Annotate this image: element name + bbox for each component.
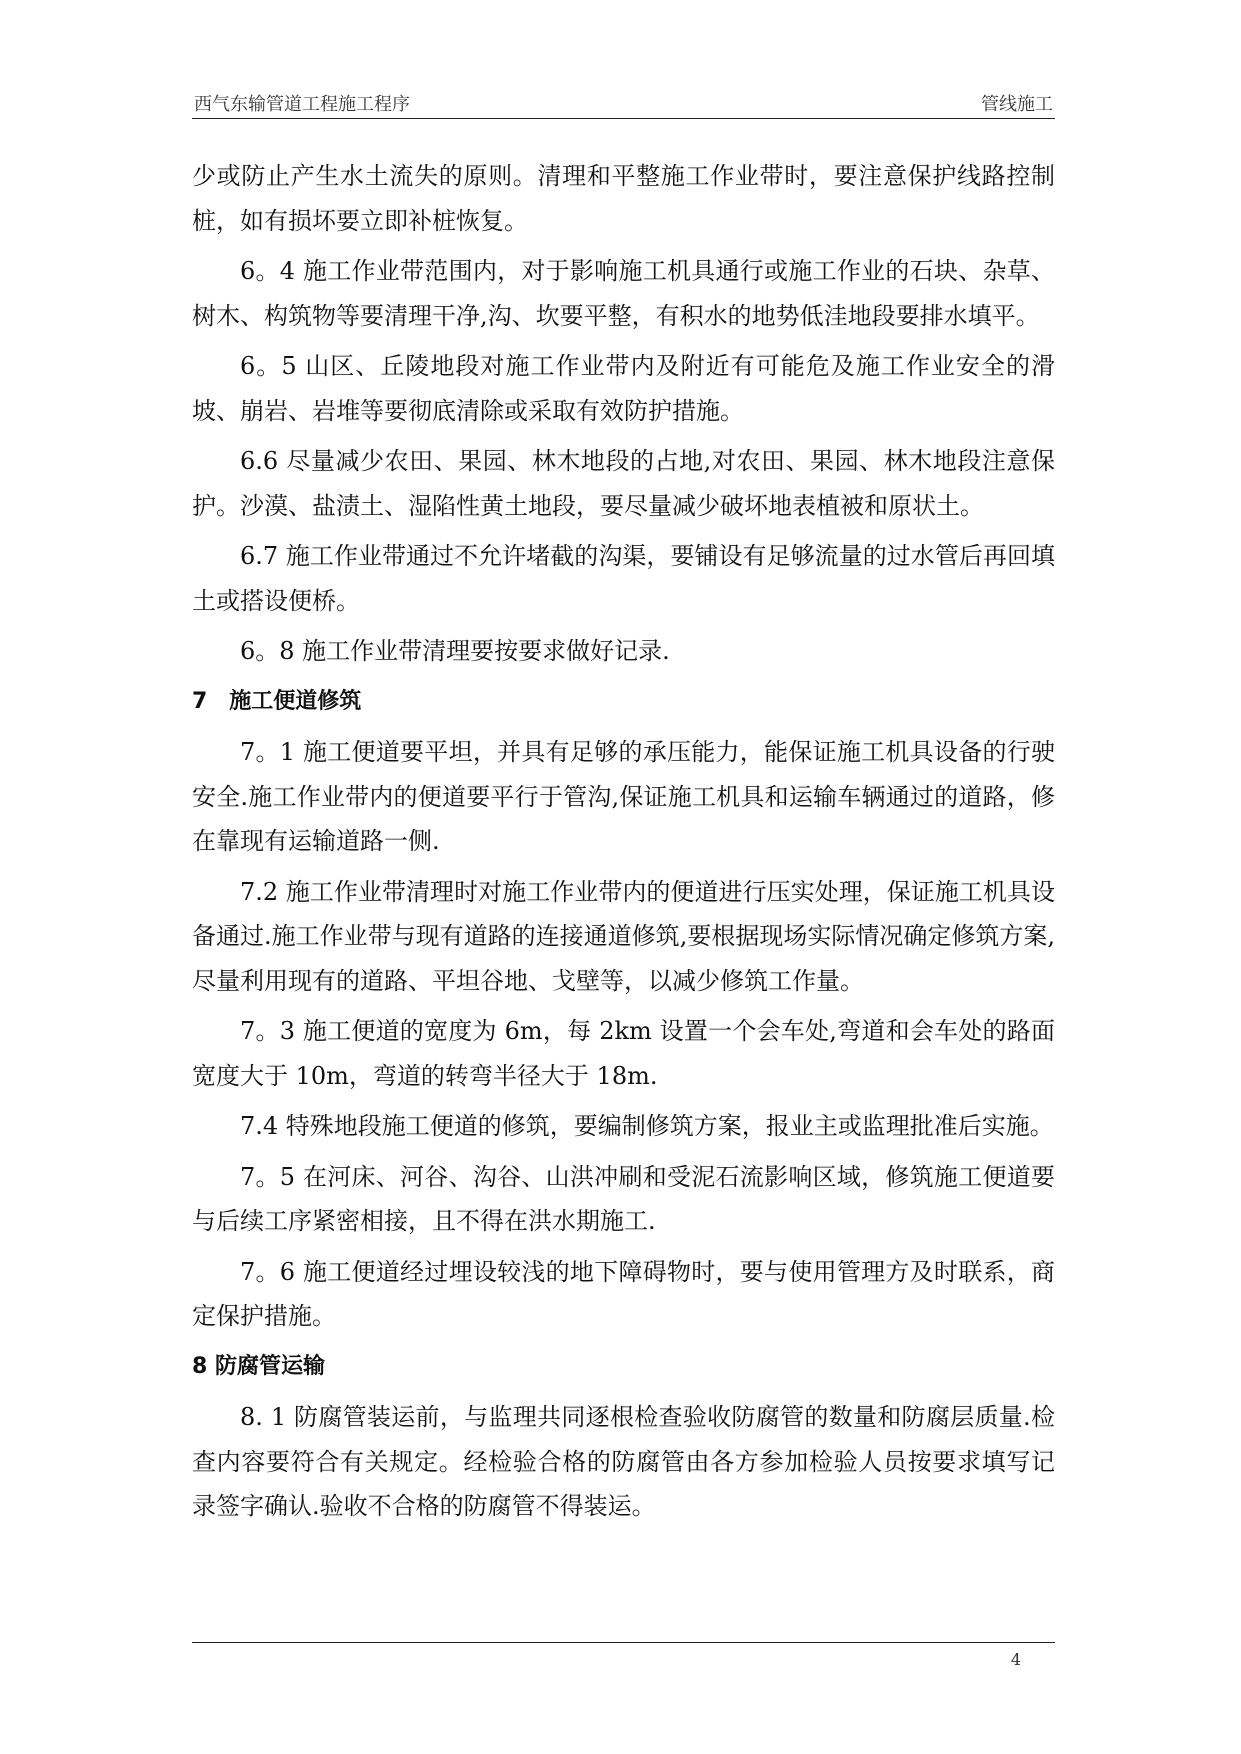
paragraph: 少或防止产生水土流失的原则。清理和平整施工作业带时，要注意保护线路控制桩，如有损坏要立即补桩恢复。: [192, 162, 1055, 235]
paragraph: 6.7 施工作业带通过不允许堵截的沟渠，要铺设有足够流量的过水管后再回填土或搭设便桥。: [192, 542, 1055, 615]
paragraph: 6。8 施工作业带清理要按要求做好记录.: [240, 637, 670, 665]
paragraph: 8. 1 防腐管装运前，与监理共同逐根检查验收防腐管的数量和防腐层质量.检查内容要符合有关规定。经检验合格的防腐管由各方参加检验人员按要求填写记录签字确认.验收不合格的防腐管不得装运。: [192, 1403, 1055, 1520]
page-header: [192, 90, 1055, 116]
section-heading: 7 施工便道修筑: [192, 688, 362, 714]
page-number: 4: [1010, 1650, 1021, 1669]
section-heading: 8 防腐管运输: [192, 1353, 325, 1379]
paragraph: 6.6 尽量减少农田、果园、林木地段的占地,对农田、果园、林木地段注意保护。沙漠、盐渍土、湿陷性黄土地段，要尽量减少破坏地表植被和原状土。: [192, 447, 1055, 520]
paragraph: 6。5 山区、丘陵地段对施工作业带内及附近有可能危及施工作业安全的滑坡、崩岩、岩堆等要彻底清除或采取有效防护措施。: [192, 352, 1055, 425]
footer-rule: [192, 1642, 1055, 1643]
paragraph: 7。3 施工便道的宽度为 6m，每 2km 设置一个会车处,弯道和会车处的路面宽度大于 10m，弯道的转弯半径大于 18m.: [192, 1017, 1055, 1090]
document-body: [192, 154, 1055, 1535]
paragraph: 7.4 特殊地段施工便道的修筑，要编制修筑方案，报业主或监理批准后实施。: [240, 1112, 1054, 1140]
paragraph: 7。5 在河床、河谷、沟谷、山洪冲刷和受泥石流影响区域，修筑施工便道要与后续工序紧密相接，且不得在洪水期施工.: [192, 1162, 1055, 1235]
paragraph: 7.2 施工作业带清理时对施工作业带内的便道进行压实处理，保证施工机具设备通过.施工作业带与现有道路的连接通道修筑,要根据现场实际情况确定修筑方案,尽量利用现有的道路、平坦谷地、戈壁等，以减少修筑工作量。: [192, 877, 1055, 995]
paragraph: 7。6 施工便道经过埋设较浅的地下障碍物时，要与使用管理方及时联系，商定保护措施。: [192, 1257, 1055, 1330]
paragraph: 7。1 施工便道要平坦，并具有足够的承压能力，能保证施工机具设备的行驶安全.施工作业带内的便道要平行于管沟,保证施工机具和运输车辆通过的道路，修在靠现有运输道路一侧.: [192, 738, 1055, 855]
header-document-title: 西气东输管道工程施工程序: [194, 94, 410, 115]
header-section-title: 管线施工: [981, 94, 1053, 115]
header-rule: [192, 118, 1055, 119]
paragraph: 6。4 施工作业带范围内，对于影响施工机具通行或施工作业的石块、杂草、树木、构筑物等要清理干净,沟、坎要平整，有积水的地势低洼地段要排水填平。: [192, 257, 1055, 330]
